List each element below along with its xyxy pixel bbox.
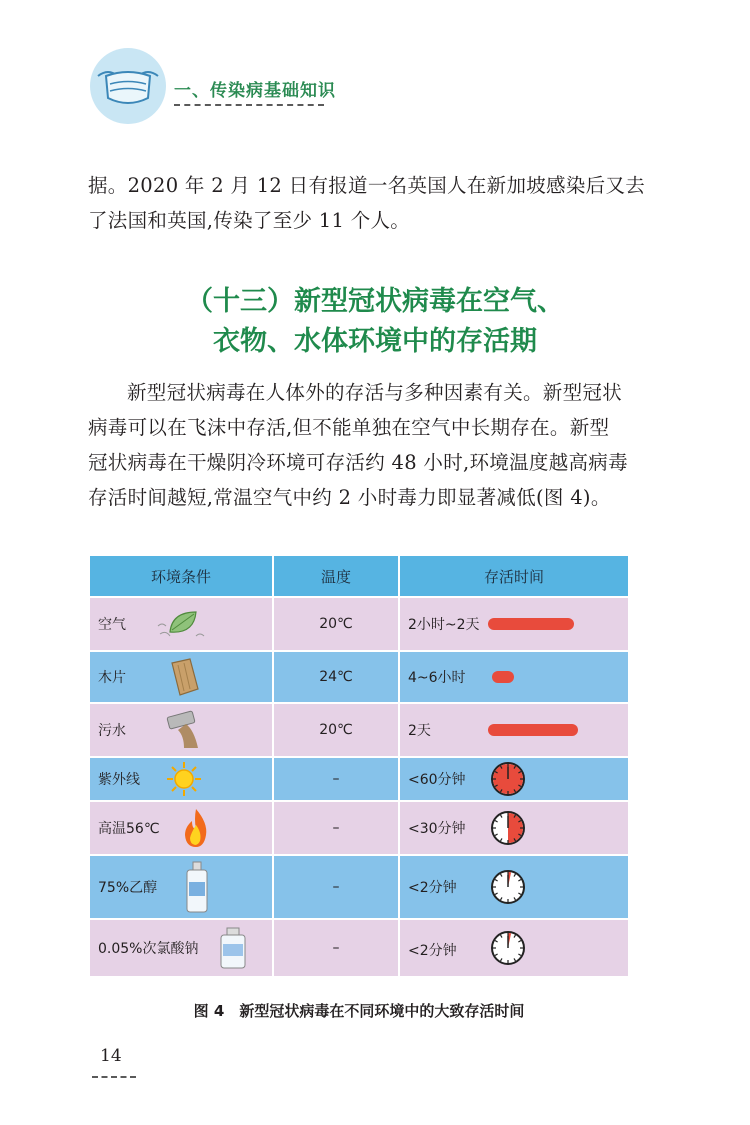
sewage-pipe-icon	[164, 708, 208, 752]
survival-time: 2小时~2天	[408, 617, 480, 633]
section-title	[80, 282, 670, 362]
survival-bar	[492, 671, 514, 683]
survival-table	[90, 556, 628, 976]
survival-time: <2分钟	[408, 880, 457, 896]
condition-label: 0.05%次氯酸钠	[98, 941, 199, 957]
wood-chip-icon	[168, 657, 202, 697]
survival-time: <2分钟	[408, 943, 457, 959]
paragraph-line: 存活时间越短,常温空气中约 2 小时毒力即显著减低(图 4)。	[88, 486, 611, 509]
temperature-value: 24℃	[319, 669, 353, 685]
table-row	[90, 920, 628, 976]
footer-divider	[92, 1076, 136, 1078]
table-row	[90, 802, 628, 856]
leaf-icon	[156, 606, 206, 642]
page-number: 14	[100, 1046, 122, 1066]
survival-time: <60分钟	[408, 772, 466, 788]
table-row	[90, 704, 628, 758]
temperature-value: –	[332, 771, 340, 787]
condition-label: 75%乙醇	[98, 880, 158, 896]
section-title-line: （十三）新型冠状病毒在空气、	[186, 286, 564, 317]
temperature-value: 20℃	[319, 722, 353, 738]
chapter-title: 一、传染病基础知识	[174, 81, 336, 101]
table-row	[90, 758, 628, 802]
header-time: 存活时间	[483, 567, 544, 586]
table-row	[90, 652, 628, 704]
condition-label: 空气	[98, 617, 126, 633]
section-title-line: 衣物、水体环境中的存活期	[213, 326, 537, 357]
clock-icon	[488, 928, 528, 968]
paragraph-line: 据。2020 年 2 月 12 日有报道一名英国人在新加坡感染后又去	[88, 174, 646, 197]
condition-label: 紫外线	[98, 772, 140, 788]
survival-bar	[488, 618, 574, 630]
figure-caption: 图 4 新型冠状病毒在不同环境中的大致存活时间	[193, 1002, 525, 1020]
paragraph-line: 病毒可以在飞沫中存活,但不能单独在空气中长期存在。新型	[88, 416, 610, 439]
clock-icon	[488, 808, 528, 848]
clock-icon	[488, 759, 528, 799]
survival-bar	[488, 724, 578, 736]
survival-time: 2天	[408, 723, 431, 739]
fire-icon	[180, 807, 212, 849]
table-row	[90, 598, 628, 652]
alcohol-bottle-icon	[184, 860, 210, 914]
disinfectant-bottle-icon	[218, 926, 248, 970]
temperature-value: –	[332, 820, 340, 836]
table-row	[90, 856, 628, 920]
paragraph-line: 了法国和英国,传染了至少 11 个人。	[88, 209, 411, 232]
paragraph-line: 新型冠状病毒在人体外的存活与多种因素有关。新型冠状	[127, 381, 623, 404]
paragraph-continuation	[88, 168, 648, 238]
header-temperature: 温度	[272, 556, 400, 596]
condition-label: 高温56℃	[98, 821, 160, 837]
survival-time: <30分钟	[408, 821, 466, 837]
header-divider	[174, 104, 324, 106]
table-header-row	[90, 556, 628, 598]
clock-icon	[488, 867, 528, 907]
face-mask-icon	[88, 46, 168, 126]
condition-label: 木片	[98, 670, 126, 686]
paragraph-body	[88, 375, 648, 515]
page-header	[88, 46, 408, 124]
paragraph-line: 冠状病毒在干燥阴冷环境可存活约 48 小时,环境温度越高病毒	[88, 451, 628, 474]
temperature-value: –	[332, 879, 340, 895]
sun-icon	[166, 761, 202, 797]
header-condition: 环境条件	[150, 567, 211, 586]
temperature-value: 20℃	[319, 616, 353, 632]
survival-time: 4~6小时	[408, 670, 466, 686]
temperature-value: –	[332, 940, 340, 956]
condition-label: 污水	[98, 723, 126, 739]
